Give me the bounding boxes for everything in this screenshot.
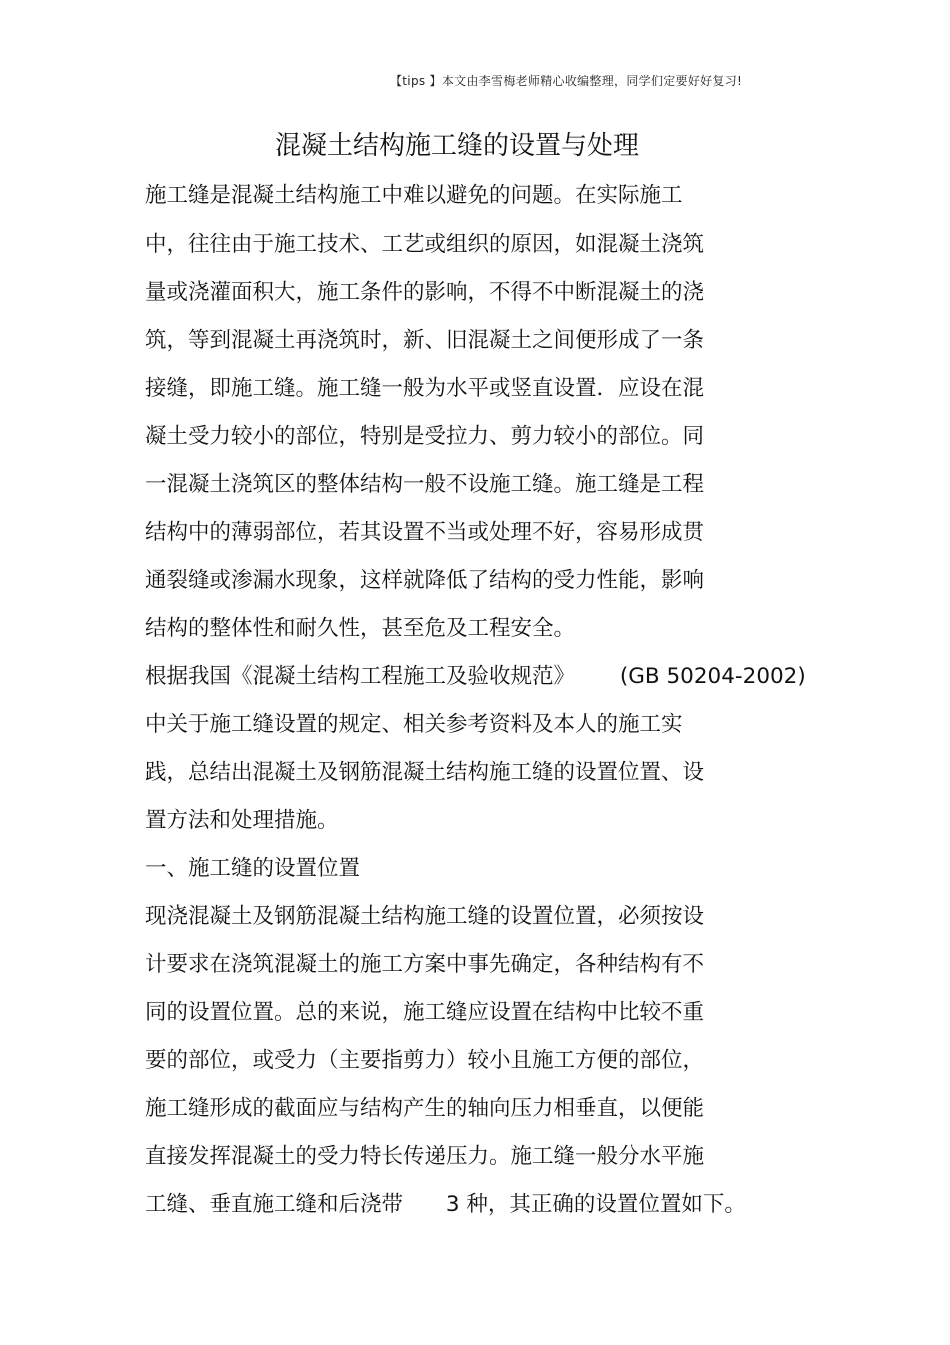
paragraph-line: 凝土受力较小的部位，特别是受拉力、剪力较小的部位。同 (145, 424, 705, 449)
paragraph-line-with-number (145, 1190, 746, 1220)
paragraph-line: 结构的整体性和耐久性，甚至危及工程安全。 (145, 616, 576, 641)
paragraph-line: 同的设置位置。总的来说，施工缝应设置在结构中比较不重 (145, 1000, 705, 1025)
paragraph-line: 量或浇灌面积大，施工条件的影响，不得不中断混凝土的浇 (145, 280, 705, 305)
document-title: 混凝土结构施工缝的设置与处理 (275, 131, 640, 161)
paragraph-text-tail: 种，其正确的设置位置如下。 (466, 1192, 746, 1217)
paragraph-line: 接缝，即施工缝。施工缝一般为水平或竖直设置．应设在混 (145, 376, 705, 401)
count-number: 3 (445, 1192, 460, 1217)
paragraph-line: 施工缝形成的截面应与结构产生的轴向压力相垂直，以便能 (145, 1096, 705, 1121)
paragraph-line: 直接发挥混凝土的受力特长传递压力。施工缝一般分水平施 (145, 1144, 705, 1169)
paragraph-line: 现浇混凝土及钢筋混凝土结构施工缝的设置位置，必须按设 (145, 904, 705, 929)
paragraph-text: 根据我国《混凝土结构工程施工及验收规范》 (145, 664, 576, 689)
paragraph-line: 一混凝土浇筑区的整体结构一般不设施工缝。施工缝是工程 (145, 472, 705, 497)
header-tip: 【tips 】本文由李雪梅老师精心收编整理，同学们定要好好复习! (390, 74, 743, 88)
paragraph-line: 要的部位，或受力（主要指剪力）较小且施工方便的部位， (145, 1048, 705, 1073)
paragraph-line: 结构中的薄弱部位，若其设置不当或处理不好，容易形成贯 (145, 520, 705, 545)
paragraph-line-with-code (145, 662, 806, 692)
paragraph-line: 计要求在浇筑混凝土的施工方案中事先确定，各种结构有不 (145, 952, 705, 977)
paragraph-line: 施工缝是混凝土结构施工中难以避免的问题。在实际施工 (145, 183, 683, 208)
paragraph-line: 筑，等到混凝土再浇筑时，新、旧混凝土之间便形成了一条 (145, 328, 705, 353)
paragraph-line: 践，总结出混凝土及钢筋混凝土结构施工缝的设置位置、设 (145, 760, 705, 785)
paragraph-text: 工缝、垂直施工缝和后浇带 (145, 1192, 404, 1217)
section-heading: 一、施工缝的设置位置 (145, 856, 361, 881)
paragraph-line: 置方法和处理措施。 (145, 808, 339, 833)
paragraph-line: 通裂缝或渗漏水现象，这样就降低了结构的受力性能，影响 (145, 568, 705, 593)
paragraph-line: 中，往往由于施工技术、工艺或组织的原因，如混凝土浇筑 (145, 232, 705, 257)
paragraph-line: 中关于施工缝设置的规定、相关参考资料及本人的施工实 (145, 712, 683, 737)
standard-code: (GB 50204-2002) (619, 664, 806, 689)
